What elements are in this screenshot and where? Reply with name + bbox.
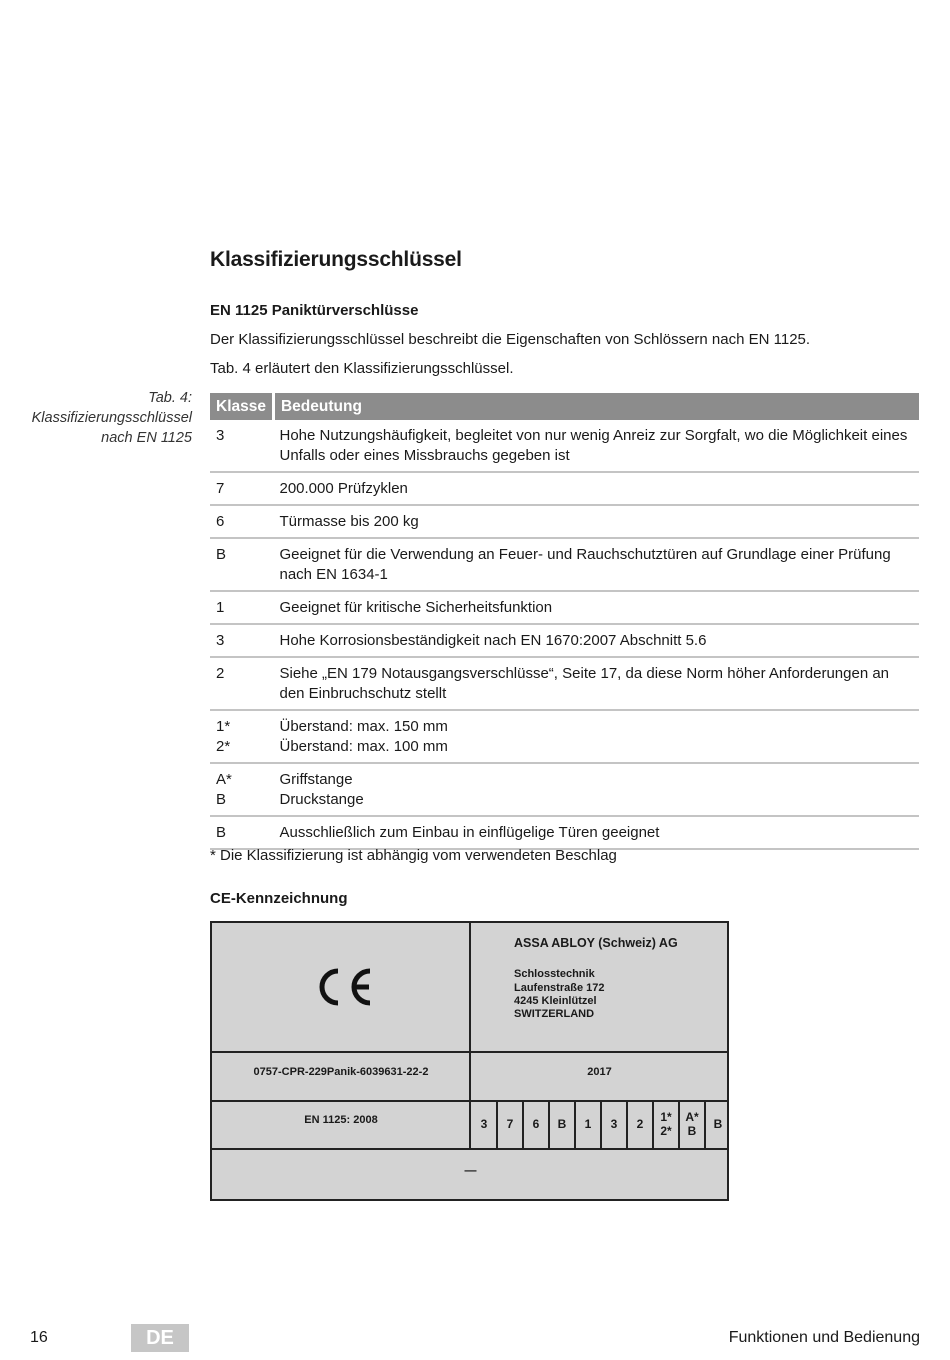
klasse-cell [210,710,273,763]
klasse-value: 6 [216,513,225,530]
bedeutung-cell [273,591,919,624]
divider [522,1100,524,1150]
column-header-bedeutung: Bedeutung [273,393,919,420]
certificate-year: 2017 [587,1066,612,1078]
bedeutung-text: Türmasse bis 200 kg [279,513,419,530]
code-value: A* [685,1110,699,1124]
bedeutung-cell [273,657,919,710]
code-value: 6 [532,1117,540,1131]
language-badge: DE [131,1324,189,1352]
table-header-row [210,393,919,420]
subsection-title: EN 1125 Paniktürverschlüsse [210,302,419,319]
bedeutung-text: Geeignet für die Verwendung an Feuer- und Rauchschutztüren auf Grundlage einer Prüfung [279,546,891,563]
caption-line: Tab. 4: [148,390,192,406]
table-row [210,657,919,710]
address-line: SWITZERLAND [514,1008,595,1020]
bedeutung-cell [273,763,919,816]
divider [548,1100,550,1150]
footnote: * Die Klassifizierung ist abhängig vom verwendeten Beschlag [210,847,617,864]
empty-field-dash: — [464,1163,477,1177]
bedeutung-text: nach EN 1634-1 [279,566,388,583]
code-cell [523,1101,549,1147]
bedeutung-cell [273,624,919,657]
bedeutung-text: Siehe „EN 179 Notausgangsverschlüsse“, Seite 17, da diese Norm höher Anforderungen an [279,665,890,682]
code-cell [653,1101,679,1147]
bedeutung-text: Geeignet für kritische Sicherheitsfunktion [279,599,553,616]
code-value: 2* [660,1124,672,1138]
table-row [210,591,919,624]
divider [496,1100,498,1150]
ce-mark-icon [310,963,374,1011]
code-cell [601,1101,627,1147]
code-cell [627,1101,653,1147]
code-value: 3 [480,1117,488,1131]
code-value: 3 [610,1117,618,1131]
table-row [210,624,919,657]
table-body [210,420,919,849]
divider [212,1051,729,1053]
code-value: 7 [506,1117,514,1131]
table-row [210,538,919,591]
manufacturer-name: ASSA ABLOY (Schweiz) AG [514,936,678,950]
ce-section-title: CE-Kennzeichnung [210,890,348,907]
klasse-value: A* [216,771,232,788]
code-cell [471,1101,497,1147]
table-row [210,505,919,538]
bedeutung-text: Überstand: max. 150 mm [279,718,448,735]
caption-line: Klassifizierungsschlüssel [31,410,192,426]
address-line: Laufenstraße 172 [514,982,605,994]
intro-paragraph: Tab. 4 erläutert den Klassifizierungsschlüssel. [210,360,514,377]
table-row [210,420,919,472]
table-row [210,472,919,505]
code-value: B [557,1117,567,1131]
bedeutung-text: Hohe Nutzungshäufigkeit, begleitet von nur wenig Anreiz zur Sorgfalt, wo die Möglichkeit eines [279,427,908,444]
klasse-value: 7 [216,480,225,497]
footer-chapter-title: Funktionen und Bedienung [728,1329,920,1346]
table-caption [12,388,192,448]
klasse-cell [210,816,273,849]
klasse-cell [210,505,273,538]
klasse-value: B [216,791,227,808]
divider [600,1100,602,1150]
code-cell [549,1101,575,1147]
bedeutung-cell [273,505,919,538]
klasse-value: 3 [216,632,225,649]
divider [704,1100,706,1150]
table-row [210,816,919,849]
code-cell [705,1101,731,1147]
bedeutung-cell [273,472,919,505]
bedeutung-text: Unfalls oder eines Missbrauchs gegeben ist [279,447,570,464]
standard-label: EN 1125: 2008 [304,1114,378,1126]
klasse-value: 2* [216,738,231,755]
bedeutung-cell [273,420,919,472]
address-line: Schlosstechnik [514,968,595,980]
code-cell [575,1101,601,1147]
section-title: Klassifizierungsschlüssel [210,248,462,271]
certificate-number: 0757-CPR-229Panik-6039631-22-2 [253,1066,429,1078]
code-cell [497,1101,523,1147]
code-value: 2 [636,1117,644,1131]
table-row [210,710,919,763]
bedeutung-text: Griffstange [279,771,353,788]
klasse-value: 3 [216,427,225,444]
bedeutung-text: Ausschließlich zum Einbau in einflügelige Türen geeignet [279,824,660,841]
ce-label [210,921,729,1201]
code-value: 1* [660,1110,672,1124]
bedeutung-cell [273,816,919,849]
divider [574,1100,576,1150]
address-line: 4245 Kleinlützel [514,995,597,1007]
bedeutung-cell [273,538,919,591]
classification-table [210,393,919,850]
klasse-cell [210,763,273,816]
klasse-value: B [216,546,227,563]
klasse-cell [210,591,273,624]
klasse-value: 1* [216,718,231,735]
bedeutung-text: 200.000 Prüfzyklen [279,480,408,497]
bedeutung-cell [273,710,919,763]
klasse-value: 2 [216,665,225,682]
klasse-value: B [216,824,227,841]
klasse-cell [210,420,273,472]
klasse-cell [210,657,273,710]
code-value: B [713,1117,723,1131]
bedeutung-text: den Einbruchschutz stellt [279,685,447,702]
klasse-cell [210,538,273,591]
column-header-klasse: Klasse [210,393,273,420]
divider [626,1100,628,1150]
intro-paragraph: Der Klassifizierungsschlüssel beschreibt die Eigenschaften von Schlössern nach EN 1125. [210,331,811,348]
divider [678,1100,680,1150]
code-value: 1 [584,1117,592,1131]
page-number: 16 [30,1329,48,1346]
table-row [210,763,919,816]
code-cell [679,1101,705,1147]
klasse-cell [210,624,273,657]
klasse-cell [210,472,273,505]
divider [652,1100,654,1150]
caption-line: nach EN 1125 [101,430,192,446]
klasse-value: 1 [216,599,225,616]
code-value: B [687,1124,697,1138]
bedeutung-text: Druckstange [279,791,364,808]
bedeutung-text: Hohe Korrosionsbeständigkeit nach EN 1670:2007 Abschnitt 5.6 [279,632,707,649]
bedeutung-text: Überstand: max. 100 mm [279,738,448,755]
